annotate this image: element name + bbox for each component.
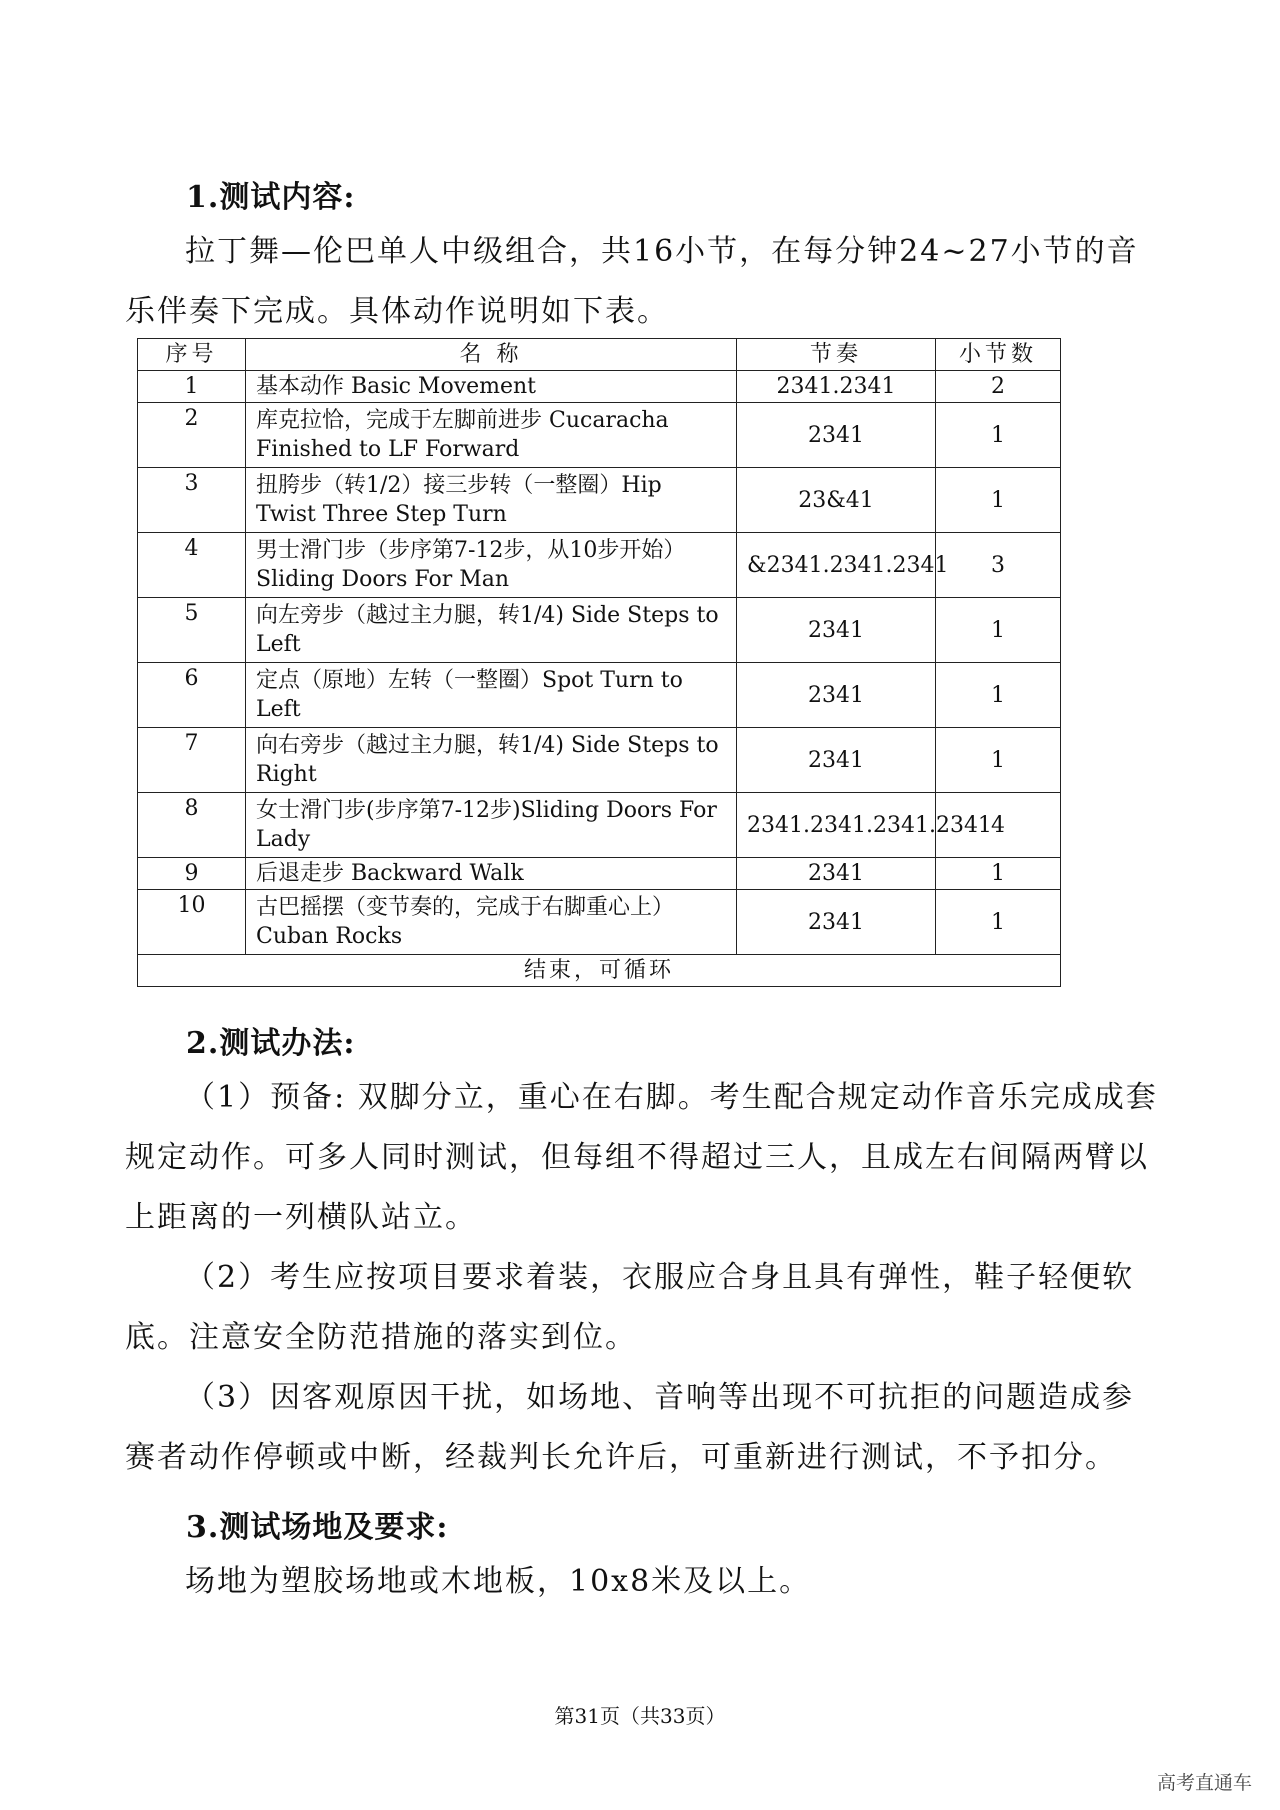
- row-index: 1: [138, 371, 246, 403]
- row-bars: 1: [936, 598, 1061, 663]
- row-name: 库克拉恰，完成于左脚前进步 Cucaracha Finished to LF Forward: [246, 403, 737, 468]
- row-rhythm: 2341: [737, 663, 936, 728]
- row-rhythm: 2341: [737, 403, 936, 468]
- header-rhythm: 节奏: [737, 339, 936, 371]
- section1-heading: 1.测试内容:: [186, 180, 356, 215]
- watermark: 高考直通车: [1156, 1772, 1252, 1794]
- row-name: 向左旁步（越过主力腿，转1/4) Side Steps to Left: [246, 598, 737, 663]
- section2-p3: （3）因客观原因干扰，如场地、音响等出现不可抗拒的问题造成参赛者动作停顿或中断，经裁判长允许后，可重新进行测试，不予扣分。: [125, 1380, 1135, 1475]
- row-rhythm: 2341: [737, 598, 936, 663]
- table-row: [138, 728, 1061, 793]
- row-rhythm: 2341: [737, 890, 936, 955]
- row-bars: 4: [936, 793, 1061, 858]
- section2-heading: 2.测试办法:: [186, 1026, 356, 1061]
- row-bars: 1: [936, 858, 1061, 890]
- row-index: 6: [138, 663, 246, 728]
- moves-table: [137, 338, 1061, 987]
- row-name: 男士滑门步（步序第7-12步，从10步开始）Sliding Doors For Man: [246, 533, 737, 598]
- table-row: [138, 598, 1061, 663]
- row-index: 5: [138, 598, 246, 663]
- table-row: [138, 371, 1061, 403]
- header-bars: 小节数: [936, 339, 1061, 371]
- row-bars: 2: [936, 371, 1061, 403]
- row-index: 2: [138, 403, 246, 468]
- row-rhythm: 2341.2341.2341.2341: [737, 793, 936, 858]
- section3-heading: 3.测试场地及要求:: [186, 1510, 449, 1545]
- row-bars: 1: [936, 663, 1061, 728]
- row-rhythm: 2341.2341: [737, 371, 936, 403]
- section2-p1: （1）预备: 双脚分立，重心在右脚。考生配合规定动作音乐完成成套规定动作。可多人同时测试，但每组不得超过三人，且成左右间隔两臂以上距离的一列横队站立。: [125, 1080, 1158, 1235]
- section3-p1: 场地为塑胶场地或木地板，10x8米及以上。: [185, 1564, 812, 1599]
- header-index: 序号: [138, 339, 246, 371]
- table-row: [138, 663, 1061, 728]
- row-rhythm: &2341.2341.2341: [737, 533, 936, 598]
- table-row: [138, 403, 1061, 468]
- section1-intro: 拉丁舞—伦巴单人中级组合，共16小节，在每分钟24~27小节的音乐伴奏下完成。具体动作说明如下表。: [125, 234, 1139, 329]
- row-name: 向右旁步（越过主力腿，转1/4) Side Steps to Right: [246, 728, 737, 793]
- table-row: [138, 890, 1061, 955]
- row-bars: 1: [936, 403, 1061, 468]
- row-index: 10: [138, 890, 246, 955]
- row-bars: 1: [936, 468, 1061, 533]
- table-row: [138, 793, 1061, 858]
- row-name: 扭胯步（转1/2）接三步转（一整圈）Hip Twist Three Step Turn: [246, 468, 737, 533]
- row-name: 基本动作 Basic Movement: [246, 371, 737, 403]
- row-bars: 1: [936, 728, 1061, 793]
- row-name: 定点（原地）左转（一整圈）Spot Turn to Left: [246, 663, 737, 728]
- row-rhythm: 2341: [737, 858, 936, 890]
- row-index: 9: [138, 858, 246, 890]
- row-index: 8: [138, 793, 246, 858]
- table-footer: 结束，可循环: [138, 955, 1061, 987]
- row-index: 3: [138, 468, 246, 533]
- row-rhythm: 23&41: [737, 468, 936, 533]
- table-row: [138, 533, 1061, 598]
- row-name: 后退走步 Backward Walk: [246, 858, 737, 890]
- table-footer-row: [138, 955, 1061, 987]
- row-index: 7: [138, 728, 246, 793]
- table-row: [138, 468, 1061, 533]
- row-bars: 3: [936, 533, 1061, 598]
- section2-p2: （2）考生应按项目要求着装，衣服应合身且具有弹性，鞋子轻便软底。注意安全防范措施的落实到位。: [125, 1260, 1135, 1355]
- page-number-footer: 第31页（共33页）: [554, 1704, 726, 1728]
- table-header-row: [138, 339, 1061, 371]
- row-rhythm: 2341: [737, 728, 936, 793]
- row-name: 女士滑门步(步序第7-12步)Sliding Doors For Lady: [246, 793, 737, 858]
- header-name: 名 称: [246, 339, 737, 371]
- row-bars: 1: [936, 890, 1061, 955]
- row-name: 古巴摇摆（变节奏的，完成于右脚重心上）Cuban Rocks: [246, 890, 737, 955]
- table-row: [138, 858, 1061, 890]
- row-index: 4: [138, 533, 246, 598]
